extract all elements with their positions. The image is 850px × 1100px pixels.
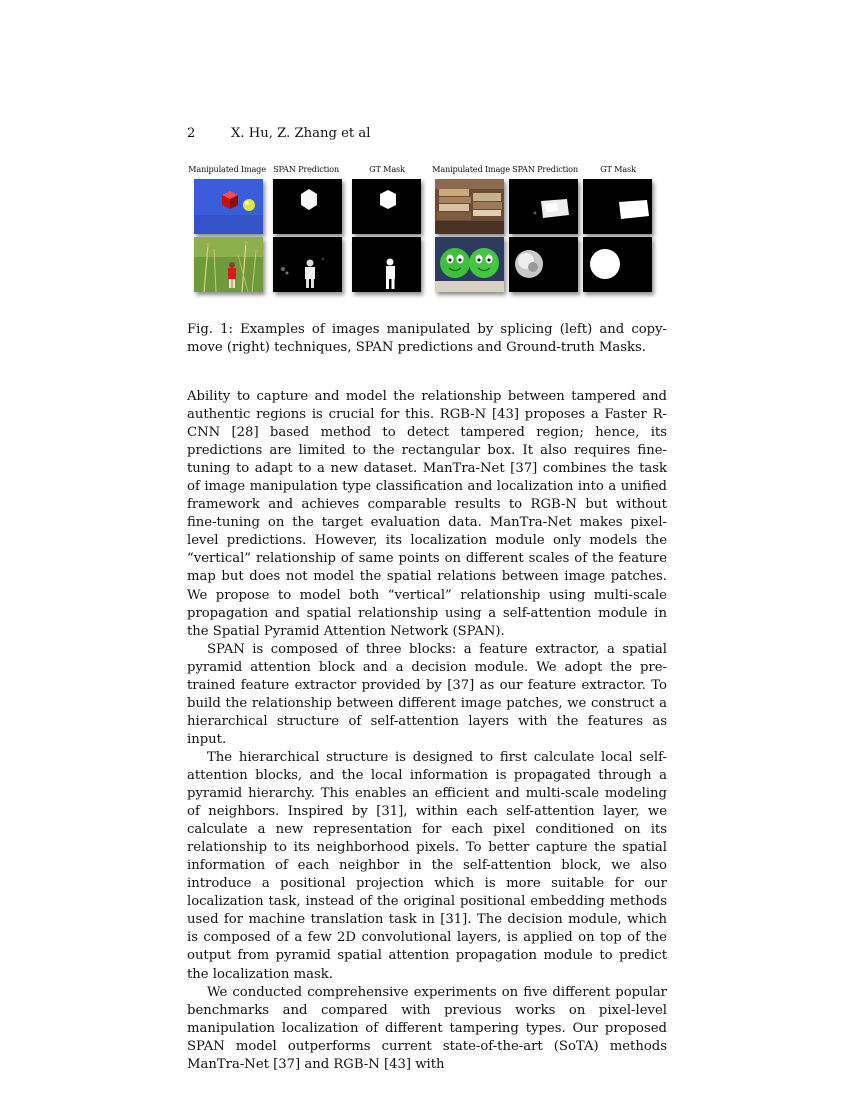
span-prediction-person bbox=[273, 237, 342, 292]
span-prediction-green-ball bbox=[509, 237, 578, 292]
column-header-manipulated-splicing: Manipulated Image bbox=[188, 164, 266, 174]
figure-1 bbox=[188, 163, 658, 179]
column-header-gt-mask-splicing: GT Mask bbox=[369, 164, 405, 174]
gt-mask-cube bbox=[352, 179, 421, 234]
paragraph-1: Ability to capture and model the relationship between tampered and authentic regions is crucial for this. RGB-N [43] proposes a Faster R-CNN [28] based method to detect tampered region; hence, its predictions are limited to the rectangular box. It also requires fine-tuning to adapt to a new dataset. ManTra-Net [37] combines the task of image manipulation type classification and localization into a unified framework and achieves comparable results to RGB-N but without fine-tuning on the target evaluation data. ManTra-Net makes pixel-level predictions. However, its localization module only models the “vertical” relationship of same points on different scales of the feature map but does not model the spatial relations between image patches. We propose to model both “vertical” relationship using multi-scale propagation and spatial relationship using a self-attention module in the Spatial Pyramid Attention Network (SPAN). bbox=[187, 389, 667, 639]
paragraph-2: SPAN is composed of three blocks: a feature extractor, a spatial pyramid attention block and a decision module. We adopt the pre-trained feature extractor provided by [37] as our feature extractor. To build the relationship between different image patches, we construct a hierarchical structure of self-attention layers with the features as input. bbox=[187, 641, 667, 747]
span-prediction-books bbox=[509, 179, 578, 234]
gt-mask-green-ball bbox=[583, 237, 652, 292]
column-header-gt-mask-copymove: GT Mask bbox=[600, 164, 636, 174]
running-head bbox=[187, 126, 371, 142]
column-header-manipulated-copymove: Manipulated Image bbox=[432, 164, 510, 174]
gt-mask-books bbox=[583, 179, 652, 234]
column-header-span-prediction-splicing: SPAN Prediction bbox=[273, 164, 339, 174]
copymove-image-green-balls bbox=[435, 237, 504, 292]
figure-column-headers bbox=[188, 163, 658, 179]
author-line: X. Hu, Z. Zhang et al bbox=[231, 126, 371, 141]
gt-mask-person bbox=[352, 237, 421, 292]
paragraph-4: We conducted comprehensive experiments on five different popular benchmarks and compared with previous works on pixel-level manipulation localization of different tampering types. Our proposed SPAN model outperforms current state-of-the-art (SoTA) methods ManTra-Net [37] and RGB-N [43] with bbox=[187, 984, 667, 1072]
span-prediction-cube bbox=[273, 179, 342, 234]
body-text bbox=[187, 388, 667, 1074]
figure-image-grid bbox=[192, 179, 658, 295]
column-header-span-prediction-copymove: SPAN Prediction bbox=[512, 164, 578, 174]
figure-caption: Fig. 1: Examples of images manipulated by splicing (left) and copy-move (right) techniques, SPAN predictions and Ground-truth Masks. bbox=[187, 322, 667, 355]
splicing-image-cube-ball bbox=[194, 179, 263, 234]
copymove-image-books bbox=[435, 179, 504, 234]
paragraph-3: The hierarchical structure is designed to first calculate local self-attention blocks, and the local information is propagated through a pyramid hierarchy. This enables an efficient and multi-scale modeling of neighbors. Inspired by [31], within each self-attention layer, we calculate a new representation for each pixel conditioned on its relationship to its neighborhood pixels. To better capture the spatial information of each neighbor in the self-attention block, we also introduce a positional projection which is more suitable for our localization task, instead of the original positional embedding methods used for machine translation task in [31]. The decision module, which is composed of a few 2D convolutional layers, is applied on top of the output from pyramid spatial attention propagation module to predict the localization mask. bbox=[187, 749, 667, 982]
splicing-image-person-grass bbox=[194, 237, 263, 292]
page-number: 2 bbox=[187, 126, 196, 141]
